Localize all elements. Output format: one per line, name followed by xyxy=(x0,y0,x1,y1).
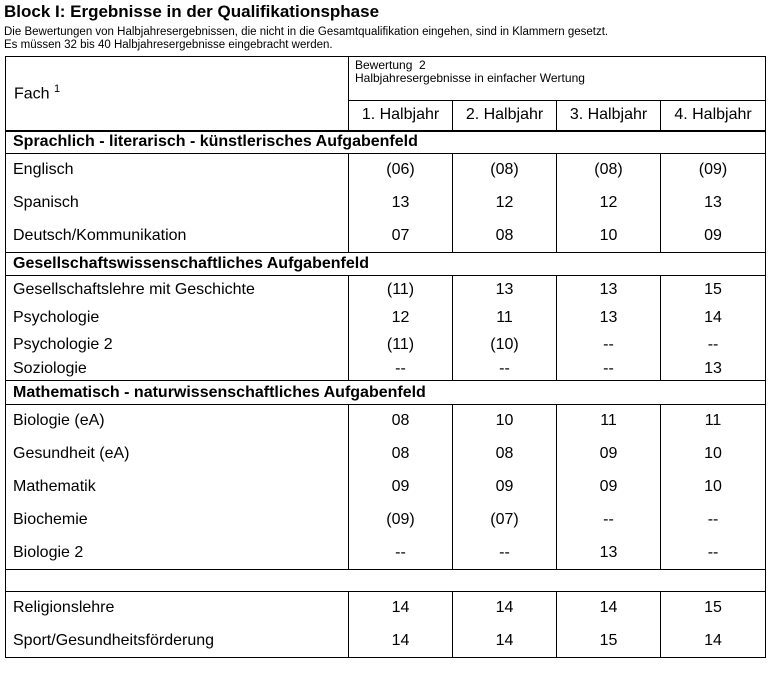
spacer-cell xyxy=(6,570,766,592)
grade-cell: 10 xyxy=(557,220,661,253)
grade-cell: 13 xyxy=(557,305,661,332)
grade-cell: 13 xyxy=(661,359,766,381)
grade-cell: 12 xyxy=(453,187,557,220)
note-brackets: Die Bewertungen von Halbjahresergebnissen, die nicht in die Gesamtqualifikation eingehen, sind in Klammern gesetzt. xyxy=(4,26,609,38)
subject-name: Psychologie xyxy=(6,305,349,332)
grade-cell: -- xyxy=(453,537,557,570)
grade-cell: 10 xyxy=(661,471,766,504)
grade-cell: -- xyxy=(661,504,766,537)
grade-cell: (09) xyxy=(349,504,453,537)
grade-cell: 09 xyxy=(557,438,661,471)
grade-cell: (08) xyxy=(453,154,557,187)
grade-cell: 14 xyxy=(661,305,766,332)
grade-cell: (06) xyxy=(349,154,453,187)
grade-cell: 15 xyxy=(661,276,766,305)
grade-cell: 13 xyxy=(557,537,661,570)
grade-cell: (09) xyxy=(661,154,766,187)
grade-cell: (08) xyxy=(557,154,661,187)
grade-cell: -- xyxy=(661,332,766,359)
subject-name: Gesellschaftslehre mit Geschichte xyxy=(6,276,349,305)
bewertung-label: Bewertung xyxy=(355,58,413,72)
grade-cell: 14 xyxy=(661,625,766,658)
table-row xyxy=(6,592,766,625)
grade-cell: (07) xyxy=(453,504,557,537)
grade-cell: 10 xyxy=(453,405,557,438)
subject-name: Biologie 2 xyxy=(6,537,349,570)
column-header-2: 2. Halbjahr xyxy=(453,101,557,131)
subject-name: Englisch xyxy=(6,154,349,187)
table-row xyxy=(6,220,766,253)
grade-cell: 13 xyxy=(453,276,557,305)
results-table xyxy=(5,56,766,658)
grade-cell: -- xyxy=(349,537,453,570)
table-row xyxy=(6,187,766,220)
table-row xyxy=(6,359,766,381)
grade-cell: 09 xyxy=(557,471,661,504)
table-row xyxy=(6,405,766,438)
grade-cell: 11 xyxy=(557,405,661,438)
bewertung-header xyxy=(349,57,766,101)
section-header xyxy=(6,253,766,276)
grade-cell: 14 xyxy=(349,592,453,625)
bewertung-footnote: 2 xyxy=(419,58,426,72)
grade-cell: 15 xyxy=(557,625,661,658)
table-row xyxy=(6,471,766,504)
grade-cell: 14 xyxy=(453,592,557,625)
subject-name: Biochemie xyxy=(6,504,349,537)
grade-cell: (11) xyxy=(349,276,453,305)
section-title: Sprachlich - literarisch - künstlerisches Aufgabenfeld xyxy=(6,131,766,154)
grade-cell: 08 xyxy=(453,220,557,253)
grade-cell: 09 xyxy=(349,471,453,504)
grade-cell: 08 xyxy=(453,438,557,471)
subject-name: Deutsch/Kommunikation xyxy=(6,220,349,253)
note-count: Es müssen 32 bis 40 Halbjahresergebnisse eingebracht werden. xyxy=(4,39,333,51)
table-row xyxy=(6,332,766,359)
table-row xyxy=(6,438,766,471)
grade-cell: -- xyxy=(557,332,661,359)
grade-cell: -- xyxy=(661,537,766,570)
section-header xyxy=(6,381,766,405)
fach-footnote: 1 xyxy=(54,83,61,96)
bewertung-subtitle: Halbjahresergebnisse in einfacher Wertung xyxy=(355,71,585,85)
grade-cell: 14 xyxy=(453,625,557,658)
header-row-top xyxy=(6,57,766,101)
grade-cell: -- xyxy=(557,504,661,537)
page-title: Block I: Ergebnisse in der Qualifikationsphase xyxy=(4,2,380,21)
column-header-4: 4. Halbjahr xyxy=(661,101,766,131)
grade-cell: 09 xyxy=(661,220,766,253)
fach-header xyxy=(6,57,349,131)
subject-name: Soziologie xyxy=(6,359,349,381)
table-row xyxy=(6,504,766,537)
grade-cell: 10 xyxy=(661,438,766,471)
subject-name: Biologie (eA) xyxy=(6,405,349,438)
grade-cell: 08 xyxy=(349,405,453,438)
grade-cell: (10) xyxy=(453,332,557,359)
table-row xyxy=(6,625,766,658)
grade-cell: 13 xyxy=(661,187,766,220)
column-header-3: 3. Halbjahr xyxy=(557,101,661,131)
section-title: Mathematisch - naturwissenschaftliches Aufgabenfeld xyxy=(6,381,766,405)
subject-name: Sport/Gesundheitsförderung xyxy=(6,625,349,658)
grade-cell: 14 xyxy=(557,592,661,625)
subject-name: Gesundheit (eA) xyxy=(6,438,349,471)
subject-name: Spanisch xyxy=(6,187,349,220)
grade-cell: 09 xyxy=(453,471,557,504)
grade-cell: 12 xyxy=(557,187,661,220)
grade-cell: 13 xyxy=(557,276,661,305)
column-header-1: 1. Halbjahr xyxy=(349,101,453,131)
subject-name: Psychologie 2 xyxy=(6,332,349,359)
grade-cell: 07 xyxy=(349,220,453,253)
grade-cell: 11 xyxy=(453,305,557,332)
subject-name: Religionslehre xyxy=(6,592,349,625)
grade-cell: -- xyxy=(557,359,661,381)
grade-cell: 14 xyxy=(349,625,453,658)
grade-cell: 12 xyxy=(349,305,453,332)
subject-name: Mathematik xyxy=(6,471,349,504)
table-row xyxy=(6,537,766,570)
table-row xyxy=(6,305,766,332)
grade-cell: -- xyxy=(349,359,453,381)
grade-cell: 15 xyxy=(661,592,766,625)
grade-cell: 11 xyxy=(661,405,766,438)
table-row xyxy=(6,276,766,305)
table-row xyxy=(6,154,766,187)
grade-cell: 08 xyxy=(349,438,453,471)
section-header xyxy=(6,131,766,154)
grade-cell: 13 xyxy=(349,187,453,220)
fach-label: Fach xyxy=(14,85,50,103)
grade-cell: -- xyxy=(453,359,557,381)
grade-cell: (11) xyxy=(349,332,453,359)
section-title: Gesellschaftswissenschaftliches Aufgabenfeld xyxy=(6,253,766,276)
spacer-row xyxy=(6,570,766,592)
